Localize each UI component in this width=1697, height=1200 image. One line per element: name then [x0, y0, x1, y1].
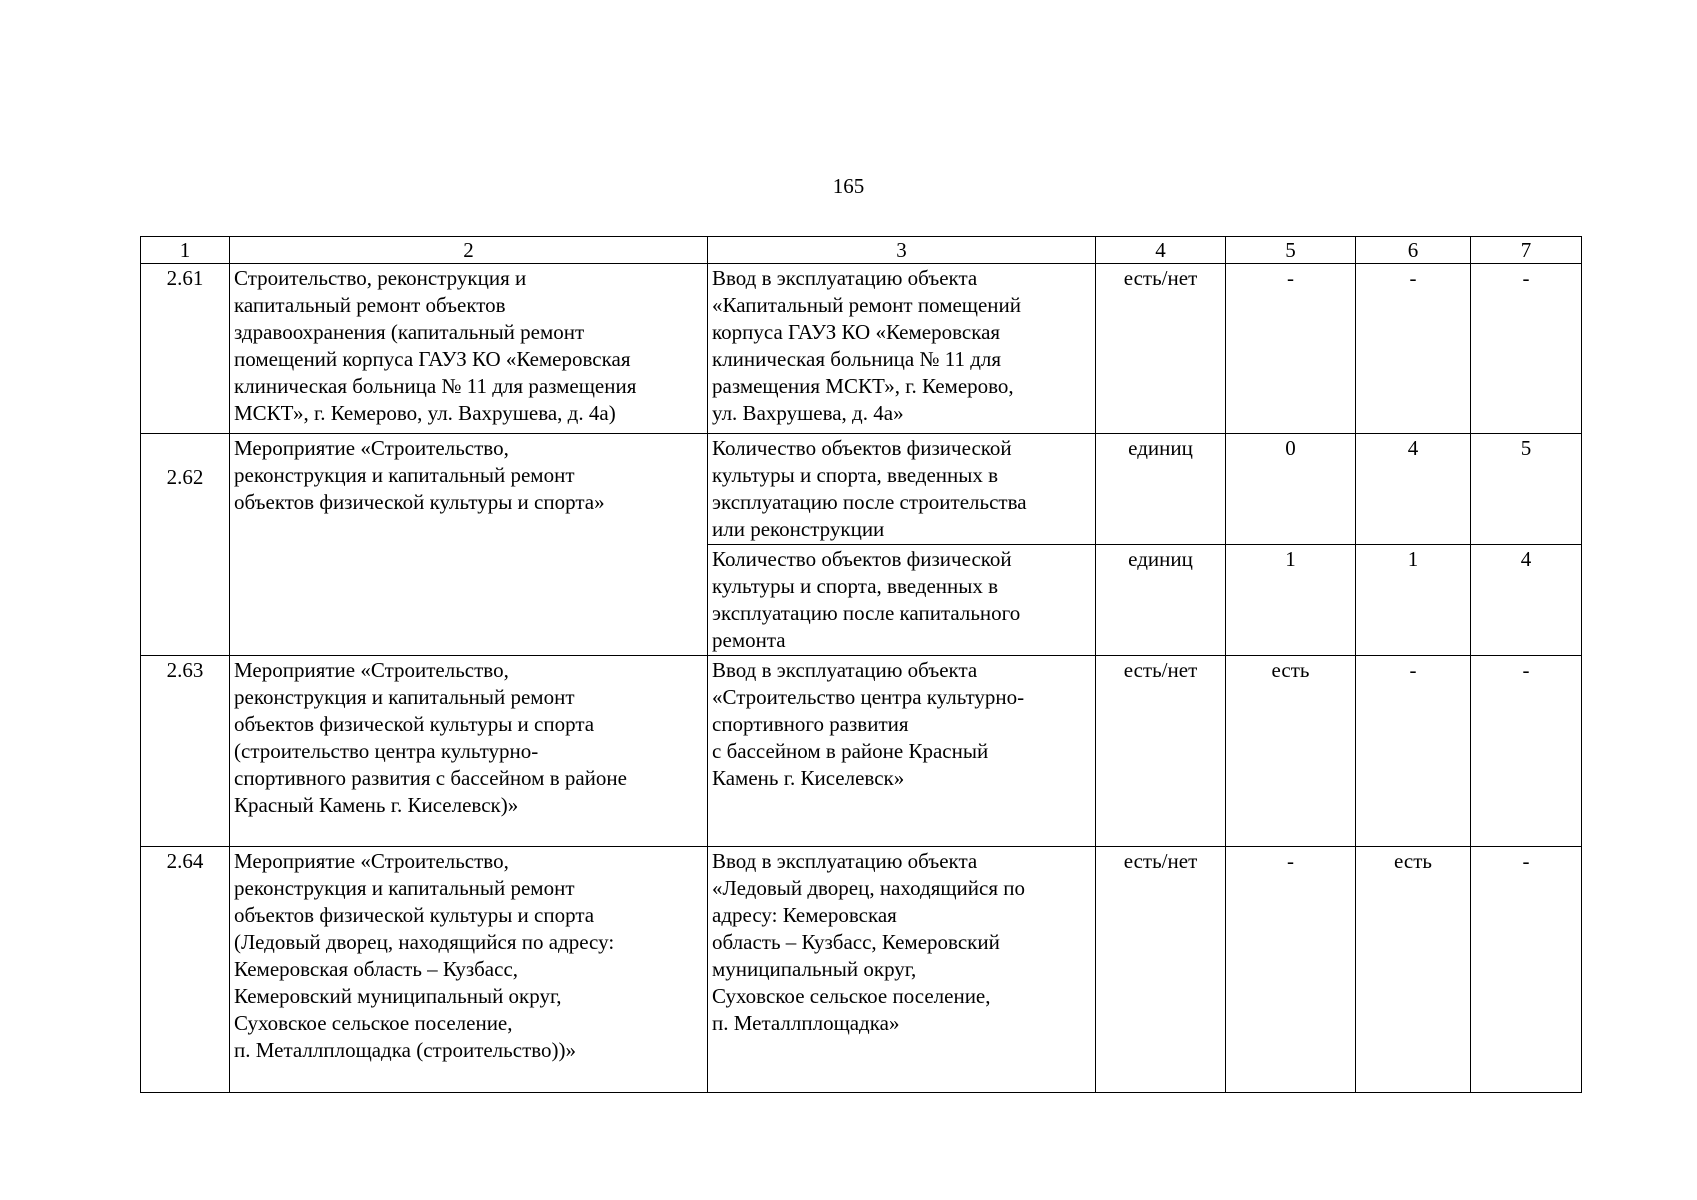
unit-cell: единиц — [1096, 434, 1226, 545]
table-row — [141, 847, 1582, 1093]
header-cell-2: 2 — [230, 237, 708, 264]
event-description: Мероприятие «Строительство, реконструкция и капитальный ремонт объектов физической культуры и спорта (Ледовый дворец, находящийся по адресу: Кемеровская область – Кузбасс, Кемеровский муниципальный округ, Суховское сельское поселение, п. Металлплощадка (строительство))» — [230, 847, 708, 1093]
value-col6: - — [1356, 656, 1471, 847]
row-number: 2.61 — [141, 264, 230, 434]
value-col5: 1 — [1226, 545, 1356, 656]
indicator-description: Количество объектов физической культуры и спорта, введенных в эксплуатацию после капитального ремонта — [708, 545, 1096, 656]
row-number: 2.63 — [141, 656, 230, 847]
header-cell-4: 4 — [1096, 237, 1226, 264]
indicator-description: Ввод в эксплуатацию объекта «Ледовый дворец, находящийся по адресу: Кемеровская область – Кузбасс, Кемеровский муниципальный округ, Суховское сельское поселение, п. Металлплощадка» — [708, 847, 1096, 1093]
indicator-description: Ввод в эксплуатацию объекта «Строительство центра культурно- спортивного развития с бассейном в районе Красный Камень г. Киселевск» — [708, 656, 1096, 847]
unit-cell: единиц — [1096, 545, 1226, 656]
value-col5: 0 — [1226, 434, 1356, 545]
value-col6: 4 — [1356, 434, 1471, 545]
indicators-table — [140, 236, 1582, 1093]
value-col7: 4 — [1471, 545, 1582, 656]
event-description: Мероприятие «Строительство, реконструкция и капитальный ремонт объектов физической культуры и спорта (строительство центра культурно- спортивного развития с бассейном в районе Красный Камень г. Киселевск)» — [230, 656, 708, 847]
table-row — [141, 264, 1582, 434]
table-header-row — [141, 237, 1582, 264]
indicator-description: Количество объектов физической культуры и спорта, введенных в эксплуатацию после строительства или реконструкции — [708, 434, 1096, 545]
value-col7: - — [1471, 847, 1582, 1093]
header-cell-6: 6 — [1356, 237, 1471, 264]
row-number: 2.64 — [141, 847, 230, 1093]
value-col7: - — [1471, 656, 1582, 847]
value-col7: - — [1471, 264, 1582, 434]
value-col6: 1 — [1356, 545, 1471, 656]
value-col5: - — [1226, 847, 1356, 1093]
header-cell-5: 5 — [1226, 237, 1356, 264]
value-col7: 5 — [1471, 434, 1582, 545]
value-col5: - — [1226, 264, 1356, 434]
unit-cell: есть/нет — [1096, 656, 1226, 847]
header-cell-3: 3 — [708, 237, 1096, 264]
table-row — [141, 434, 1582, 545]
indicator-description: Ввод в эксплуатацию объекта «Капитальный ремонт помещений корпуса ГАУЗ КО «Кемеровская клиническая больница № 11 для размещения МСКТ», г. Кемерово, ул. Вахрушева, д. 4а» — [708, 264, 1096, 434]
unit-cell: есть/нет — [1096, 264, 1226, 434]
value-col6: есть — [1356, 847, 1471, 1093]
unit-cell: есть/нет — [1096, 847, 1226, 1093]
row-number: 2.62 — [141, 434, 230, 656]
header-cell-1: 1 — [141, 237, 230, 264]
page-number: 165 — [832, 174, 865, 198]
table-row — [141, 656, 1582, 847]
value-col6: - — [1356, 264, 1471, 434]
event-description: Строительство, реконструкция и капитальный ремонт объектов здравоохранения (капитальный ремонт помещений корпуса ГАУЗ КО «Кемеровская клиническая больница № 11 для размещения МСКТ», г. Кемерово, ул. Вахрушева, д. 4а) — [230, 264, 708, 434]
header-cell-7: 7 — [1471, 237, 1582, 264]
event-description: Мероприятие «Строительство, реконструкция и капитальный ремонт объектов физической культуры и спорта» — [230, 434, 708, 656]
value-col5: есть — [1226, 656, 1356, 847]
